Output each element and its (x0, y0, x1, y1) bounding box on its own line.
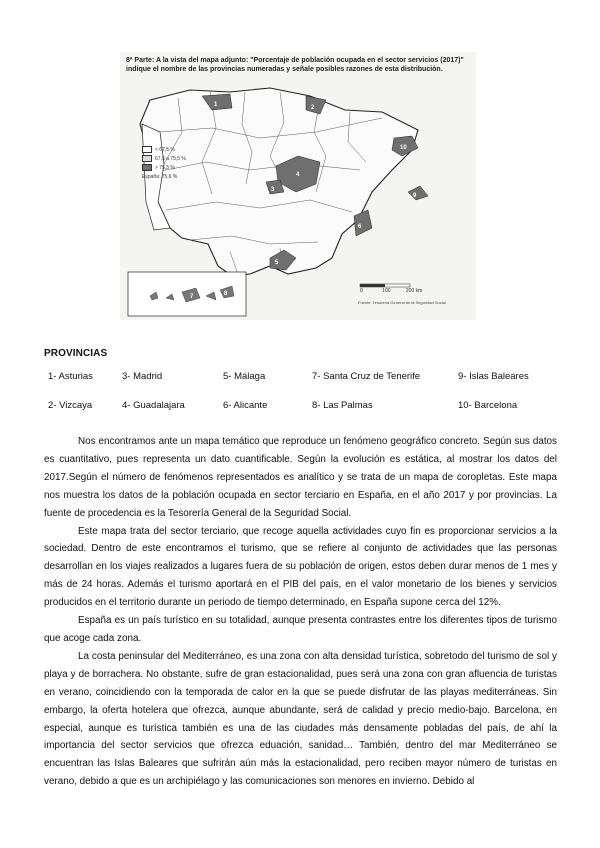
paragraph: Este mapa trata del sector terciario, que recoge aquella actividades cuyo fin es proporcionar servicios a la sociedad. Dentro de este encontramos el turismo, que se refiere al conjunto de actividades que las personas desarrollan en los viajes realizados a lugares fuera de su población de origen, estos deben durar menos de 1 mes y más de 24 horas. Además el turismo aportará en el PIB del país, en el valor monetario de los bienes y servicios producidos en el territorio durante un periodo de tiempo determinado, en España supone cerca del 12%. (44, 525, 557, 609)
map-label-5: 5 (275, 260, 279, 266)
map-label-7: 7 (190, 294, 194, 300)
spain-map-graphic (120, 52, 476, 320)
province-item: 8- Las Palmas (312, 400, 373, 411)
scale-label: 200 km (405, 288, 423, 294)
body-text (44, 433, 557, 791)
legend-item: > 75,5 % (155, 165, 175, 171)
legend-item: España: 75,6 % (142, 174, 178, 180)
paragraph: Nos encontramos ante un mapa temático que reproduce un fenómeno geográfico concreto. Según sus datos es cuantitativo, pues representa un dato cuantificable. Según la evolución es estática, al mostrar los datos del 2017.Según el número de fenómenos representados es analítico y se trata de un mapa de coropletas. Este mapa nos muestra los datos de la población ocupada en sector terciario en España, en el año 2017 y por provincias. La fuente de procedencia es la Tesorería General de la Seguridad Social. (44, 436, 557, 519)
map-label-6: 6 (358, 224, 362, 230)
legend-swatch-low (142, 146, 152, 153)
province-item: 6- Alicante (223, 400, 268, 411)
scale-label: 0 (360, 288, 363, 294)
province-item: 3- Madrid (122, 371, 163, 382)
provinces-heading: PROVINCIAS (44, 348, 108, 359)
map-label-8: 8 (224, 291, 228, 297)
paragraph: La costa peninsular del Mediterráneo, es una zona con alta densidad turística, sobretodo del turismo de sol y playa y de borrachera. No obstante, sufre de gran estacionalidad, pues será una zona con gran afluencia de turistas en verano, coincidiendo con la temporada de calor en la que se puede disfrutar de las playas mediterráneas. Sin embargo, la oferta hotelera que ofrezca, aunque abundante, será de calidad y precio medio-bajo. Barcelona, en especial, aunque es turística también es una de las ciudades más densamente pobladas del país, de ahí la importancia del sector servicios que ofrezca eduación, sanidad… También, dentro del mar Mediterráneo se encuentran las Islas Baleares que sufrirán aún más la estacionalidad, pero reciben mayor número de turistas en verano, debido a que es un archipiélago y las comunicaciones son menores en invierno. Debido al (44, 650, 557, 788)
map-label-4: 4 (296, 172, 300, 178)
province-item: 4- Guadalajara (122, 400, 185, 411)
province-item: 5- Málaga (223, 371, 266, 382)
legend-item: 67,5 a 75,5 % (155, 156, 186, 162)
province-item: 1- Asturias (48, 371, 93, 382)
province-item: 9- Islas Baleares (458, 371, 529, 382)
map-label-10: 10 (400, 145, 407, 151)
scale-label: 100 (382, 288, 391, 294)
legend-swatch-mid (142, 155, 152, 162)
map-scale (360, 288, 422, 294)
map-label-1: 1 (214, 102, 218, 108)
map-legend (142, 146, 186, 182)
map-label-9: 9 (413, 193, 417, 199)
map-label-2: 2 (311, 105, 315, 111)
legend-swatch-high (142, 164, 152, 171)
province-item: 10- Barcelona (458, 400, 518, 411)
paragraph: España es un país turístico en su totalidad, aunque presenta contrastes entre los diferentes tipos de turismo que acoge cada zona. (44, 615, 557, 644)
map-source: Fuente: Tesorería General de la Seguridad Social (358, 300, 446, 305)
map-title: 8ª Parte: A la vista del mapa adjunto: "Porcentaje de población ocupada en el sector servicios (2017)" indique el nombre de las provincias numeradas y señale posibles razones de esta distribución. (126, 57, 464, 73)
province-item: 7- Santa Cruz de Tenerife (312, 371, 421, 382)
province-item: 2- Vizcaya (48, 400, 93, 411)
choropleth-map-image (120, 52, 476, 320)
map-label-3: 3 (271, 187, 275, 193)
legend-item: < 67,5 % (155, 147, 175, 153)
